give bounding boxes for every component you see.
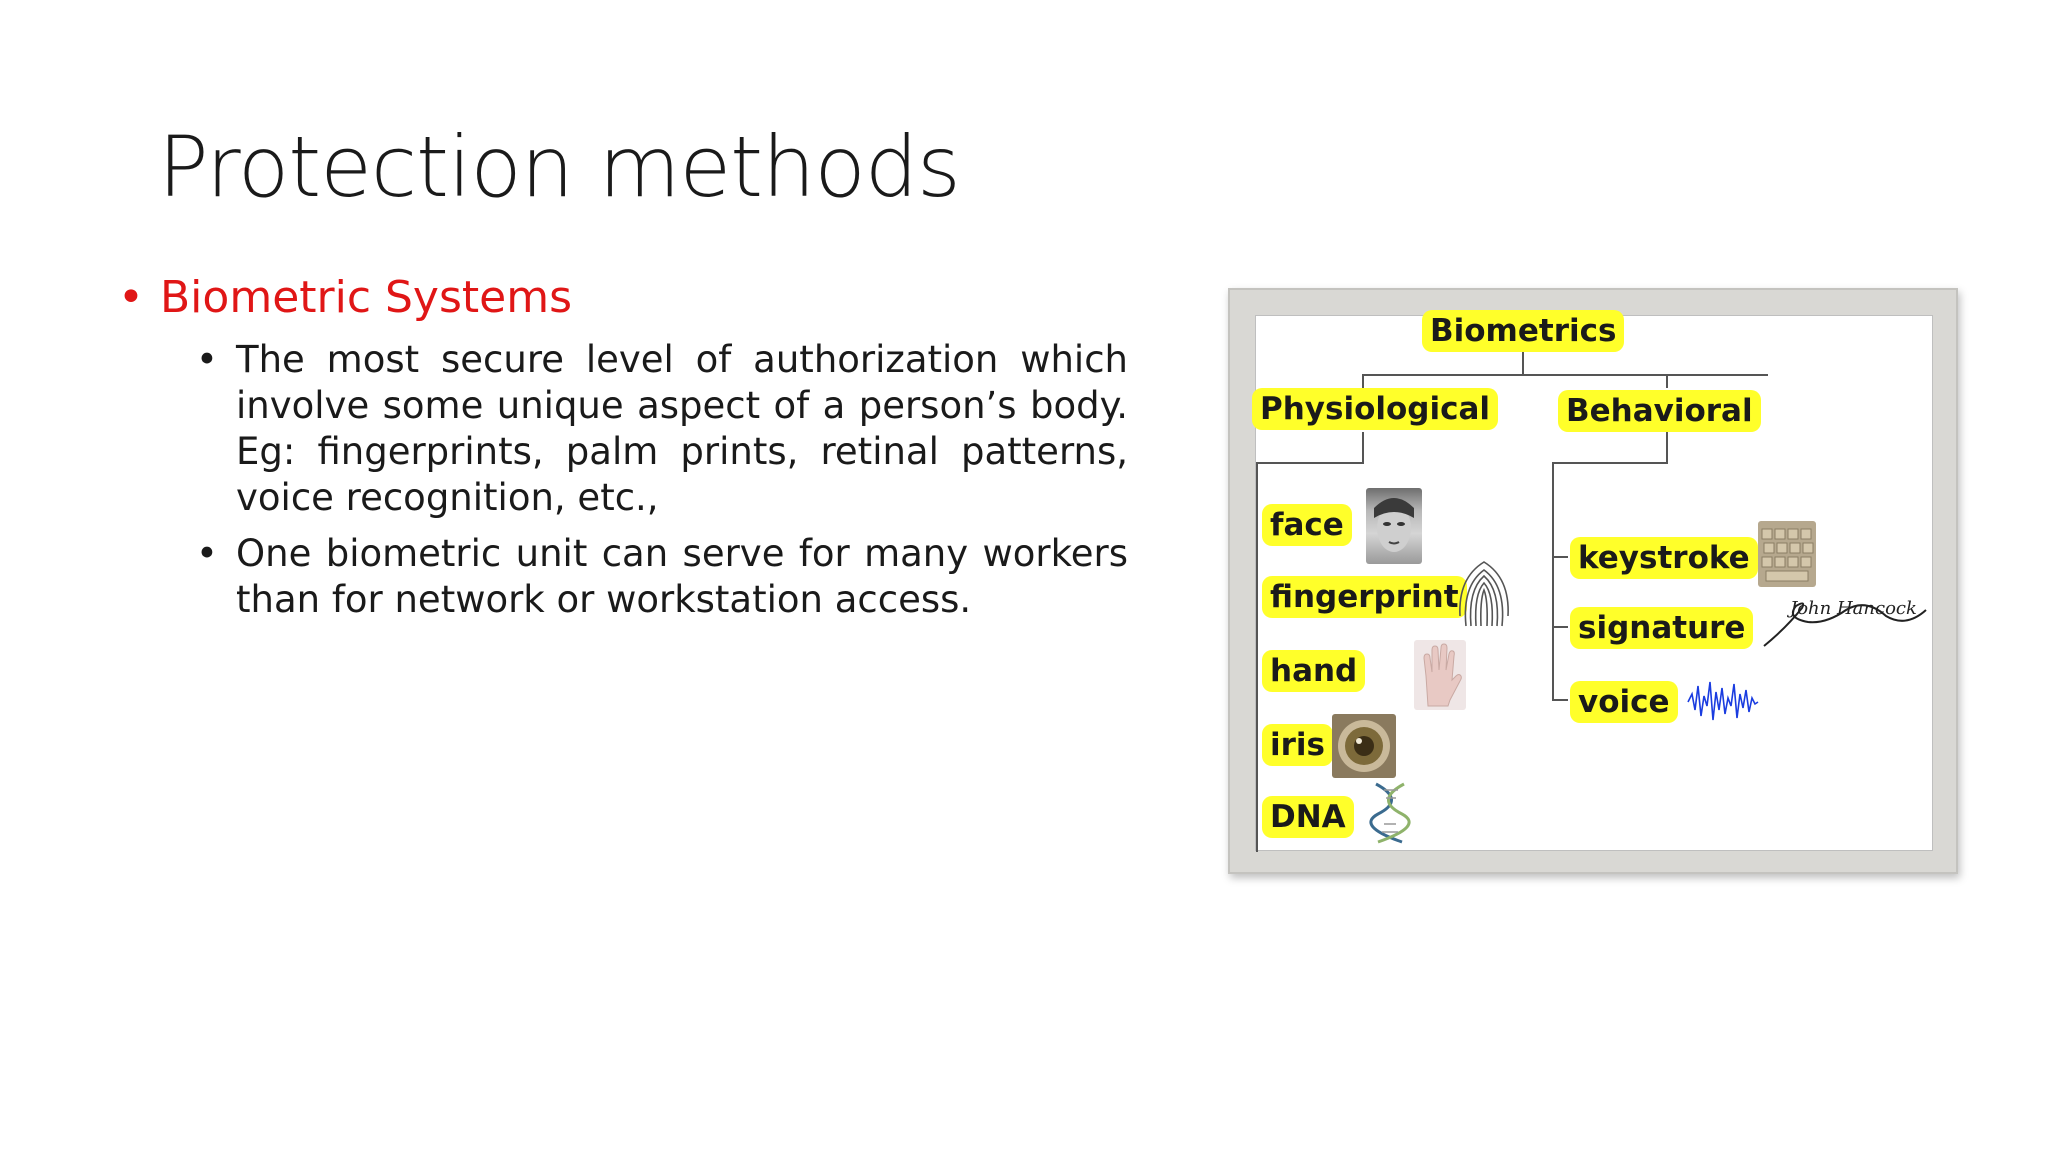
bullet-text: Biometric Systems: [160, 272, 573, 323]
signature-label: signature: [1570, 607, 1753, 649]
fingerprint-label: fingerprint: [1262, 576, 1467, 618]
connector: [1256, 462, 1364, 464]
sub-bullet-text: The most secure level of authorization which involve some unique aspect of a person’s body. Eg: fingerprints, palm prints, retinal patterns, voice recognition, etc.,: [236, 338, 1128, 519]
keyboard-icon: [1758, 521, 1816, 587]
hand-label: hand: [1262, 650, 1365, 692]
connector: [1552, 556, 1568, 558]
voice-label: voice: [1570, 681, 1678, 723]
physiological-label: Physiological: [1252, 388, 1498, 430]
slide-title: Protection methods: [158, 118, 960, 216]
bullet-glyph: •: [118, 272, 144, 323]
connector: [1552, 462, 1668, 464]
hand-icon: [1414, 640, 1466, 710]
biometrics-diagram: [1255, 315, 1933, 851]
connector: [1552, 699, 1568, 701]
connector: [1362, 374, 1364, 388]
connector: [1362, 432, 1364, 462]
iris-label: iris: [1262, 724, 1333, 766]
connector: [1666, 374, 1668, 388]
connector: [1256, 462, 1258, 852]
fingerprint-icon: [1456, 556, 1512, 632]
face-label: face: [1262, 504, 1352, 546]
connector: [1666, 432, 1668, 462]
signature-icon: [1756, 588, 1932, 654]
connector: [1552, 462, 1554, 700]
iris-icon: [1332, 714, 1396, 778]
sub-bullet-text: One biometric unit can serve for many workers than for network or workstation access.: [236, 532, 1128, 621]
dna-label: DNA: [1262, 796, 1354, 838]
biometrics-root-label: Biometrics: [1422, 310, 1624, 352]
behavioral-label: Behavioral: [1558, 390, 1761, 432]
biometrics-diagram-frame: [1228, 288, 1958, 874]
bullet-biometric-systems: [118, 272, 1128, 323]
connector: [1362, 374, 1768, 376]
signature-text: John Hancock: [1790, 598, 1917, 619]
sub-bullet-2: [196, 531, 1128, 623]
sub-bullet-glyph: •: [196, 338, 218, 381]
voice-waveform-icon: [1688, 676, 1758, 728]
connector: [1522, 352, 1524, 376]
connector: [1552, 626, 1568, 628]
dna-icon: [1366, 780, 1416, 846]
bullet-list: [118, 272, 1128, 623]
face-icon: [1366, 488, 1422, 564]
sub-bullet-glyph: •: [196, 532, 218, 575]
sub-bullet-1: [196, 337, 1128, 521]
keystroke-label: keystroke: [1570, 537, 1758, 579]
